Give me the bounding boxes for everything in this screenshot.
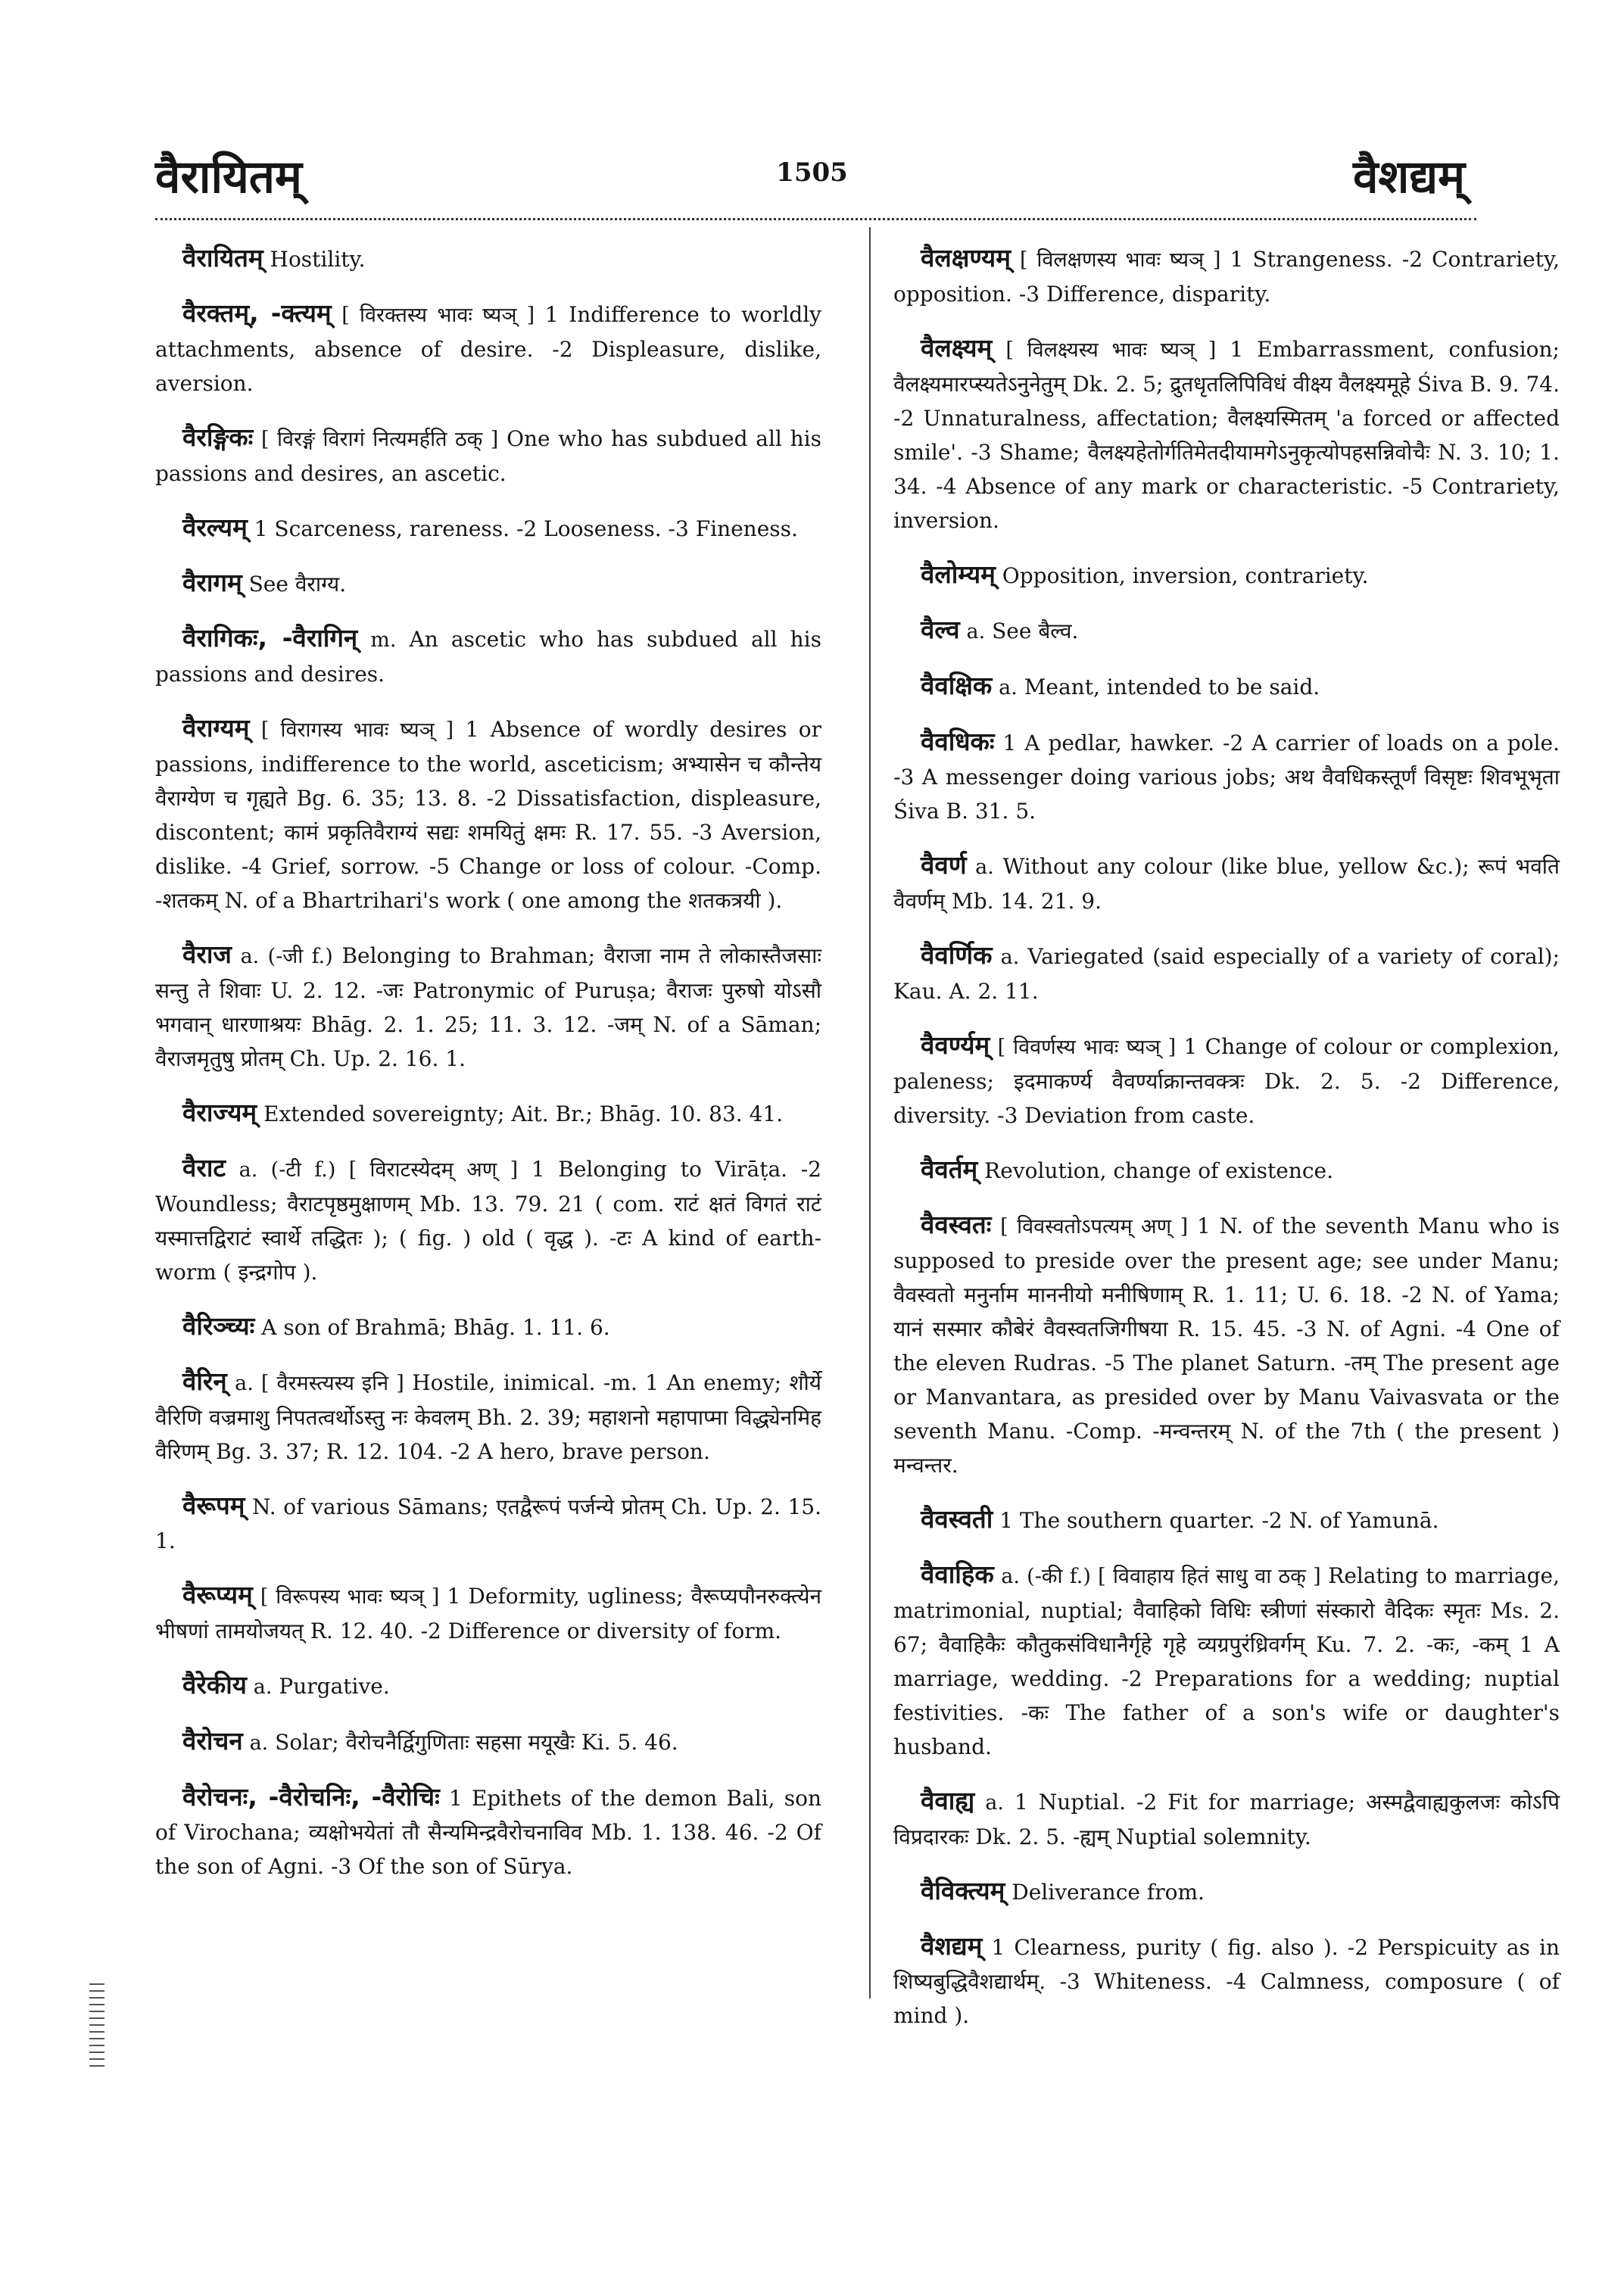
entry-definition: 1 Belonging to Virāṭa. -2 Woundless; वैराटपृष्ठमुक्षाणम् Mb. 13. 79. 21 ( com. राटं क्षतं विगतं राटं यस्मात्तद्विराटं स्वार्थे तद्धितः ); ( fig. ) old ( वृद्ध ). -टः A kind of earth-worm ( इन्द्रगोप ). <box>155 1157 821 1285</box>
dictionary-entry <box>155 1151 821 1289</box>
entry-headword: वैराज्यम् <box>182 1098 257 1127</box>
entry-definition: 1 Strangeness. -2 Contrariety, opposition. -3 Difference, disparity. <box>893 247 1560 307</box>
entry-headword: वैरक्तम्, -क्त्यम् <box>182 298 332 328</box>
entry-definition: 1 Deformity, ugliness; वैरूप्यपौनरुक्त्येन भीषणां तामयोजयत् R. 12. 40. -2 Difference or diversity of form. <box>155 1584 822 1643</box>
dictionary-entry <box>155 296 821 400</box>
entry-headword: वैरङ्गिकः <box>182 422 254 452</box>
entry-definition: Solar; वैरोचनैर्द्विगुणिताः सहसा मयूखैः Ki. 5. 46. <box>275 1730 678 1755</box>
entry-definition: 1 The southern quarter. -2 N. of Yamunā. <box>999 1508 1439 1533</box>
entry-definition: 1 A pedlar, hawker. -2 A carrier of loads on a pole. -3 A messenger doing various jobs; अथ वैवधिकस्तूर्णं विसृष्टः शिवभूभृता Śiva B. 31. 5. <box>893 731 1560 824</box>
entry-etymology: [ विरङ्गं विरागं नित्यमर्हति ठक् ] <box>261 428 499 451</box>
dictionary-entry <box>155 1095 821 1131</box>
entry-etymology: a. <box>999 676 1018 699</box>
entry-definition: 1 N. of the seventh Manu who is supposed to preside over the present age; see under Manu; वैवस्वतो मनुर्नाम माननीयो मनीषिणाम् R. 1. 11; U. 6. 18. -2 N. of Yama; यानं सस्मार कौबेरं वैवस्वतजिगीषया R. 15. 45. -3 N. of Agni. -4 One of the eleven Rudras. -5 The planet Saturn. -तम् The present age or Manvantara, as presided over by Manu Vaivasvata or the seventh Manu. -Comp. -मन्वन्तरम् N. of the 7th ( the present ) मन्वन्तर. <box>893 1213 1560 1478</box>
entry-headword: वैवर्ण्यम् <box>921 1030 990 1060</box>
dictionary-entry <box>155 937 821 1076</box>
header-right-guideword: वैशद्यम् <box>1353 151 1465 204</box>
entry-definition: See बैल्व. <box>992 618 1079 643</box>
entry-headword: वैविक्त्यम् <box>921 1876 1005 1905</box>
dictionary-entry <box>155 420 821 491</box>
dictionary-entry <box>155 711 821 918</box>
entry-definition: Hostile, inimical. -m. 1 An enemy; शौर्ये वैरिणि वज्रमाशु निपतत्वर्थोऽस्तु नः केवलम् Bh. 2. 39; महाशनो महापाप्मा विद्ध्येनमिह वैरिणम् Bg. 3. 37; R. 12. 104. -2 A hero, brave person. <box>155 1370 822 1464</box>
entry-etymology: a. (-टी f.) [ विराटस्येदम् अण् ] <box>238 1158 519 1182</box>
entry-definition: Opposition, inversion, contrariety. <box>1002 563 1369 588</box>
dictionary-entry <box>155 1724 821 1760</box>
entry-definition: One who has subdued all his passions and desires, an ascetic. <box>155 426 821 486</box>
entry-definition: 1 Absence of wordly desires or passions, indifference to the world, asceticism; अभ्यासेन च कौन्तेय वैराग्येण च गृह्यते Bg. 6. 35; 13. 8. -2 Dissatisfaction, displeasure, discontent; कामं प्रकृतिवैराग्यं सद्यः शमयितुं क्षमः R. 17. 55. -3 Aversion, dislike. -4 Grief, sorrow. -5 Change or loss of colour. -Comp. -शतकम् N. of a Bhartrihari's work ( one among the शतकत्रयी ). <box>155 717 822 913</box>
entry-headword: वैवाह्य <box>921 1786 975 1815</box>
entry-headword: वैरिञ्च्यः <box>182 1311 255 1341</box>
dictionary-entry <box>155 1309 821 1344</box>
dictionary-entry <box>893 1784 1560 1854</box>
entry-definition: Without any colour (like blue, yellow &c.); रूपं भवति वैवर्णम् Mb. 14. 21. 9. <box>893 854 1560 914</box>
dictionary-entry <box>155 510 821 546</box>
entry-definition: Relating to marriage, matrimonial, nuptial; वैवाहिको विधिः स्त्रीणां संस्कारो वैदिकः स्मृतः Ms. 2. 67; वैवाहिकैः कौतुकसंविधानैर्गृहे गृहे व्यग्रपुरंध्रिवर्गम् Ku. 7. 2. -कः, -कम् 1 A marriage, wedding. -2 Preparations for a wedding; nuptial festivities. -कः The father of a son's wife or daughter's husband. <box>893 1563 1560 1759</box>
entry-etymology: a. [ वैरमस्त्यस्य इनि ] <box>235 1372 404 1395</box>
entry-definition: 1 Change of colour or complexion, paleness; इदमाकर्ण्य वैवर्ण्याक्रान्तवक्त्रः Dk. 2. 5. -2 Difference, diversity. -3 Deviation from caste. <box>893 1034 1560 1128</box>
dictionary-entry <box>893 1207 1560 1482</box>
entry-headword: वैवर्तम् <box>921 1154 978 1184</box>
dictionary-entry <box>155 621 821 691</box>
dictionary-entry <box>893 1557 1560 1764</box>
entry-etymology: [ विलक्षणस्य भावः ष्यञ् ] <box>1020 248 1221 272</box>
entry-definition: 1 Epithets of the demon Bali, son of Virochana; व्यक्षोभयेतां तौ सैन्यमिन्द्रवैरोचनाविव Mb. 1. 138. 46. -2 Of the son of Agni. -3 Of the son of Sūrya. <box>155 1786 821 1879</box>
entry-definition: 1 Nuptial. -2 Fit for marriage; अस्मद्वैवाह्यकुलजः कोऽपि विप्रदारकः Dk. 2. 5. -ह्यम् Nuptial solemnity. <box>893 1790 1560 1849</box>
dictionary-entry <box>893 1502 1560 1537</box>
dictionary-entry <box>155 1668 821 1704</box>
dictionary-entry <box>893 331 1560 537</box>
entry-definition: An ascetic who has subdued all his passions and desires. <box>155 627 821 687</box>
entry-etymology: a. <box>975 855 994 879</box>
page-number: 1505 <box>776 157 848 188</box>
entry-etymology: [ विरागस्य भावः ष्यञ् ] <box>260 718 454 742</box>
entry-etymology: a. <box>249 1731 269 1755</box>
dictionary-entry <box>155 1780 821 1883</box>
entry-definition: Meant, intended to be said. <box>1024 675 1320 699</box>
entry-etymology: a. <box>966 620 986 643</box>
entry-etymology: a. (-की f.) [ विवाहाय हितं साधु वा ठक् ] <box>1001 1565 1321 1588</box>
dictionary-entry <box>155 1578 821 1648</box>
right-column <box>893 241 1560 2052</box>
dictionary-entry <box>155 565 821 601</box>
dictionary-entry <box>893 1028 1560 1132</box>
entry-definition: Purgative. <box>279 1674 390 1699</box>
dictionary-entry <box>155 1488 821 1558</box>
entry-etymology: [ विवस्वतोऽपत्यम् अण् ] <box>1000 1215 1189 1238</box>
dictionary-entry <box>155 1364 821 1469</box>
entry-definition: Extended sovereignty; Ait. Br.; Bhāg. 10. 83. 41. <box>263 1101 784 1126</box>
entry-headword: वैरूप्यम् <box>182 1580 253 1609</box>
entry-headword: वैरागम् <box>182 568 242 597</box>
entry-etymology: [ विरक्तस्य भावः ष्यञ् ] <box>341 304 535 327</box>
entry-definition: Hostility. <box>270 247 366 272</box>
entry-definition: 1 Indifference to worldly attachments, absence of desire. -2 Displeasure, dislike, aversion. <box>155 302 821 396</box>
dictionary-entry <box>893 848 1560 918</box>
entry-headword: वैलक्षण्यम् <box>921 243 1011 273</box>
entry-headword: वैवस्वती <box>921 1504 993 1534</box>
dictionary-entry <box>155 241 821 276</box>
dictionary-entry <box>893 1929 1560 2033</box>
entry-headword: वैल्व <box>921 615 960 644</box>
entry-definition: Variegated (said especially of a variety of coral); Kau. A. 2. 11. <box>893 944 1560 1004</box>
entry-headword: वैरोचन <box>182 1726 243 1756</box>
entry-etymology: [ विलक्ष्यस्य भावः ष्यञ् ] <box>1005 338 1217 362</box>
entry-headword: वैवक्षिक <box>921 671 993 700</box>
entry-headword: वैरल्यम् <box>182 512 248 542</box>
entry-definition: See वैराग्य. <box>248 572 347 597</box>
dictionary-entry <box>893 668 1560 705</box>
dictionary-entry <box>893 241 1560 311</box>
dictionary-entry <box>893 938 1560 1008</box>
entry-etymology: a. <box>253 1675 273 1699</box>
entry-headword: वैराट <box>182 1153 226 1182</box>
entry-etymology: a. <box>985 1791 1004 1815</box>
header-left-guideword: वैरायितम् <box>155 151 302 204</box>
entry-headword: वैरेकीय <box>182 1670 247 1699</box>
dictionary-entry <box>893 1152 1560 1188</box>
entry-etymology: m. <box>370 628 397 652</box>
entry-headword: वैशद्यम् <box>921 1931 983 1961</box>
entry-definition: N. of various Sāmans; एतद्वैरूपं पर्जन्ये प्रोतम् Ch. Up. 2. 15. 1. <box>155 1494 821 1553</box>
entry-definition: A son of Brahmā; Bhāg. 1. 11. 6. <box>261 1315 610 1340</box>
entry-etymology: a. (-जी f.) <box>240 945 333 968</box>
entry-definition: 1 Embarrassment, confusion; वैलक्ष्यमारप्स्यतेऽनुनेतुम् Dk. 2. 5; द्रुतधृतलिपिविधं वीक्ष्य वैलक्ष्यमूहे Śiva B. 9. 74. -2 Unnaturalness, affectation; वैलक्ष्यस्मितम् 'a forced or affected smile'. -3 Shame; वैलक्ष्यहेतोर्गतिमेतदीयामगेऽनुकृत्योपहसन्निवोचैः N. 3. 10; 1. 34. -4 Absence of any mark or characteristic. -5 Contrariety, inversion. <box>893 337 1560 533</box>
entry-headword: वैरिन् <box>182 1366 227 1396</box>
entry-definition: Deliverance from. <box>1011 1880 1205 1905</box>
dictionary-entry <box>893 724 1560 828</box>
left-column <box>155 241 821 1903</box>
entry-headword: वैवाहिक <box>921 1559 994 1589</box>
entry-headword: वैराज <box>182 939 232 969</box>
entry-etymology: [ विवर्णस्य भावः ष्यञ् ] <box>997 1036 1177 1059</box>
dictionary-entry <box>893 612 1560 649</box>
entry-definition: 1 Clearness, purity ( fig. also ). -2 Perspicuity as in शिष्यबुद्धिवैशद्यार्थम्. -3 Whiteness. -4 Calmness, composure ( of mind ). <box>893 1935 1560 2028</box>
entry-headword: वैवर्ण <box>921 850 967 880</box>
entry-headword: वैरायितम् <box>182 243 263 273</box>
entry-headword: वैरागिकः, -वैरागिन् <box>182 623 358 653</box>
entry-headword: वैरूपम् <box>182 1491 245 1520</box>
entry-etymology: [ विरूपस्य भावः ष्यञ् ] <box>260 1585 440 1609</box>
entry-headword: वैलोम्यम् <box>921 559 996 589</box>
entry-headword: वैवधिकः <box>921 727 995 756</box>
dictionary-entry <box>893 1874 1560 1909</box>
entry-etymology: a. <box>1000 946 1020 969</box>
entry-headword: वैवस्वतः <box>921 1210 992 1239</box>
entry-definition: Revolution, change of existence. <box>984 1158 1334 1183</box>
header-rule <box>155 218 1476 220</box>
margin-marks <box>89 1983 104 2067</box>
entry-headword: वैरोचनः, -वैरोचनिः, -वैरोचिः <box>182 1782 440 1812</box>
entry-headword: वैवर्णिक <box>921 940 993 970</box>
column-rule <box>869 227 871 1999</box>
entry-definition: Belonging to Brahman; वैराजा नाम ते लोकास्तैजसाः सन्तु ते शिवाः U. 2. 12. -जः Patronymic of Puruṣa; वैराजः पुरुषो योऽसौ भगवान् धारणाश्रयः Bhāg. 2. 1. 25; 11. 3. 12. -जम् N. of a Sāman; वैराजमृतुषु प्रोतम् Ch. Up. 2. 16. 1. <box>155 943 821 1071</box>
entry-definition: 1 Scarceness, rareness. -2 Looseness. -3 Fineness. <box>254 516 798 541</box>
dictionary-entry <box>893 557 1560 593</box>
entry-headword: वैराग्यम् <box>182 713 250 743</box>
entry-headword: वैलक्ष्यम् <box>921 333 993 363</box>
